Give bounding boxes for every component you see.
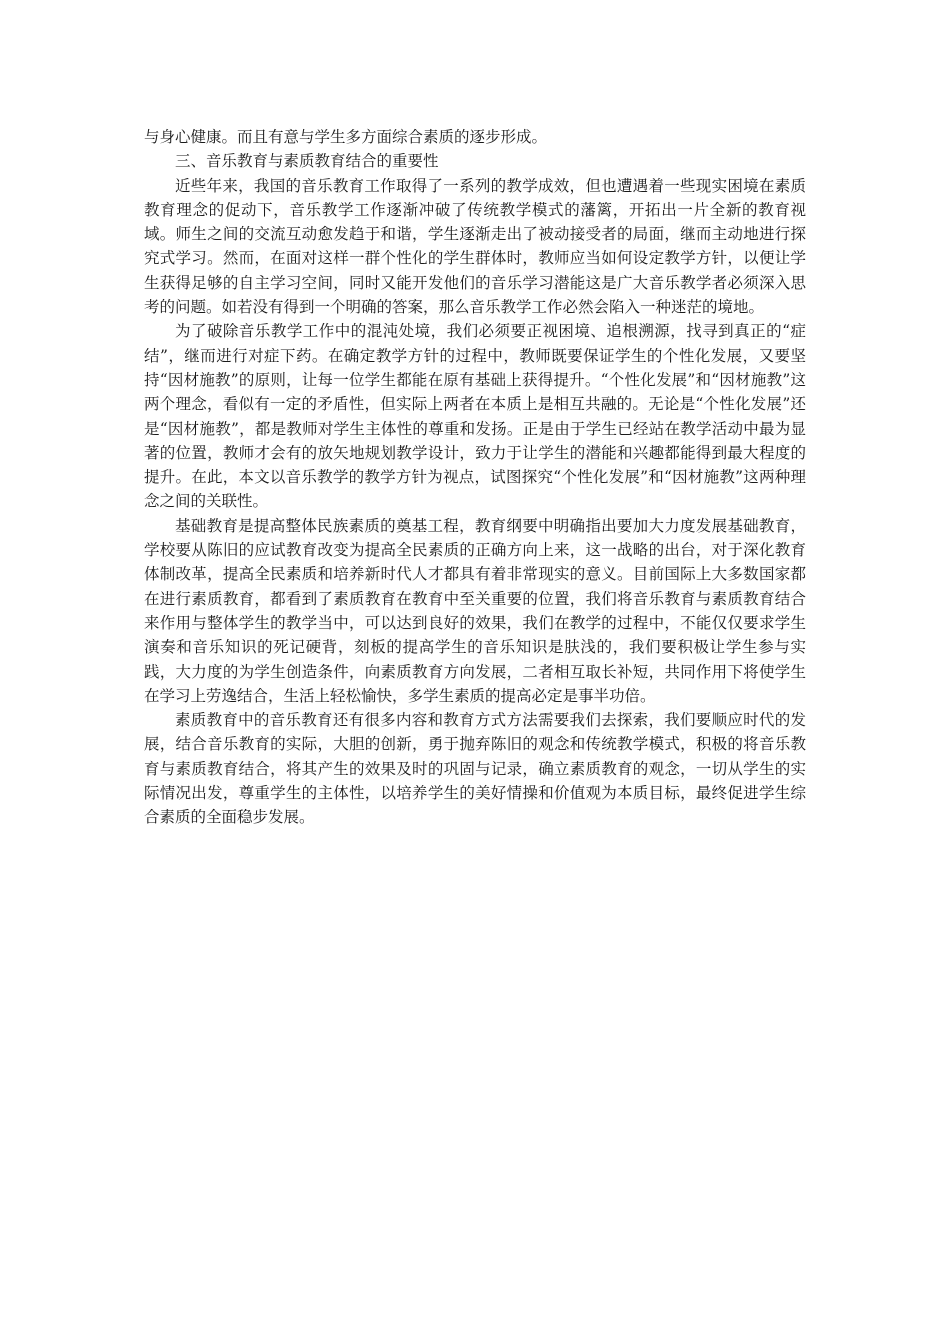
section-heading: 三、音乐教育与素质教育结合的重要性 bbox=[175, 152, 439, 171]
body-paragraph-4: 素质教育中的音乐教育还有很多内容和教育方式方法需要我们去探索，我们要顺应时代的发展，结合音乐教育的实际，大胆的创新，勇于抛弃陈旧的观念和传统教学模式，积极的将音乐教育与素质教育结合，将其产生的效果及时的巩固与记录，确立素质教育的观念，一切从学生的实际情况出发，尊重学生的主体性，以培养学生的美好情操和价值观为本质目标，最终促进学生综合素质的全面稳步发展。 bbox=[144, 711, 806, 827]
continuation-paragraph: 与身心健康。而且有意与学生多方面综合素质的逐步形成。 bbox=[144, 128, 548, 146]
body-paragraph-2: 为了破除音乐教学工作中的混沌处境，我们必须要正视困境、追根溯源，找寻到真正的“症结”，继而进行对症下药。在确定教学方针的过程中，教师既要保证学生的个性化发展，又要坚持“因材施教”的原则，让每一位学生都能在原有基础上获得提升。“个性化发展”和“因材施教”这两个理念，看似有一定的矛盾性，但实际上两者在本质上是相互共融的。无论是“个性化发展”还是“因材施教”，都是教师对学生主体性的尊重和发扬。正是由于学生已经站在教学活动中最为显著的位置，教师才会有的放矢地规划教学设计，致力于让学生的潜能和兴趣都能得到最大程度的提升。在此，本文以音乐教学的教学方针为视点，试图探究“个性化发展”和“因材施教”这两种理念之间的关联性。 bbox=[144, 322, 806, 511]
document-page bbox=[144, 125, 806, 830]
body-paragraph-1: 近些年来，我国的音乐教育工作取得了一系列的教学成效，但也遭遇着一些现实困境在素质教育理念的促动下，音乐教学工作逐渐冲破了传统教学模式的藩篱，开拓出一片全新的教育视域。师生之间的交流互动愈发趋于和谐，学生逐渐走出了被动接受者的局面，继而主动地进行探究式学习。然而，在面对这样一群个性化的学生群体时，教师应当如何设定教学方针，以便让学生获得足够的自主学习空间，同时又能开发他们的音乐学习潜能这是广大音乐教学者必须深入思考的问题。如若没有得到一个明确的答案，那么音乐教学工作必然会陷入一种迷茫的境地。 bbox=[144, 176, 806, 317]
body-paragraph-3: 基础教育是提高整体民族素质的奠基工程，教育纲要中明确指出要加大力度发展基础教育，学校要从陈旧的应试教育改变为提高全民素质的正确方向上来，这一战略的出台，对于深化教育体制改革，提高全民素质和培养新时代人才都具有着非常现实的意义。目前国际上大多数国家都在进行素质教育，都看到了素质教育在教育中至关重要的位置，我们将音乐教育与素质教育结合来作用与整体学生的教学当中，可以达到良好的效果，我们在教学的过程中，不能仅仅要求学生演奏和音乐知识的死记硬背，刻板的提高学生的音乐知识是肤浅的，我们要积极让学生参与实践，大力度的为学生创造条件，向素质教育方向发展，二者相互取长补短，共同作用下将使学生在学习上劳逸结合，生活上轻松愉快，多学生素质的提高必定是事半功倍。 bbox=[144, 516, 806, 705]
